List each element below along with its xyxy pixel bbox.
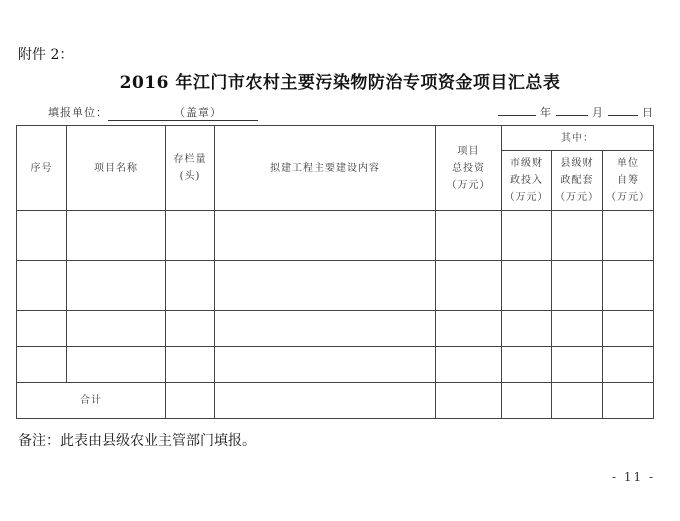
col-total-investment-header: 项目 总投资 （万元）: [436, 126, 502, 211]
attachment-label: 附件 2：: [18, 47, 74, 63]
table-cell[interactable]: [17, 211, 67, 261]
reporting-unit-blank: [108, 104, 258, 121]
table-cell[interactable]: [502, 261, 552, 311]
page-title: 2016 年江门市农村主要污染物防治专项资金项目汇总表: [119, 73, 561, 93]
table-cell[interactable]: [166, 261, 215, 311]
total-label: 合计: [17, 383, 166, 419]
table-cell[interactable]: [552, 347, 603, 383]
day-blank: [608, 115, 638, 116]
col-city-fund-header: 市级财 政投入 （万元）: [502, 151, 552, 211]
col-self-fund-header: 单位 自筹 （万元）: [603, 151, 654, 211]
table-cell[interactable]: [166, 347, 215, 383]
table-row: [17, 311, 654, 347]
seal-hint: （盖章）: [174, 106, 222, 119]
table-cell[interactable]: [67, 261, 166, 311]
col-county-fund-header: 县级财 政配套 （万元）: [552, 151, 603, 211]
table-cell[interactable]: [436, 211, 502, 261]
month-label: 月: [592, 106, 604, 119]
year-label: 年: [540, 106, 552, 119]
table-cell[interactable]: [215, 261, 436, 311]
table-row: [17, 261, 654, 311]
page-number: - 11 -: [612, 470, 656, 484]
table-cell[interactable]: [215, 211, 436, 261]
col-livestock-header: 存栏量 (头): [166, 126, 215, 211]
table-cell[interactable]: [552, 311, 603, 347]
table-cell[interactable]: [502, 347, 552, 383]
table-cell[interactable]: [166, 211, 215, 261]
table-cell[interactable]: [502, 211, 552, 261]
reporting-unit-line: [48, 104, 258, 121]
col-project-name-header: 项目名称: [67, 126, 166, 211]
reporting-unit-label: 填报单位：: [48, 106, 108, 119]
table-cell[interactable]: [552, 383, 603, 419]
table-cell[interactable]: [603, 261, 654, 311]
footnote: 备注：此表由县级农业主管部门填报。: [18, 433, 256, 449]
table-cell[interactable]: [603, 347, 654, 383]
table-cell[interactable]: [603, 383, 654, 419]
table-cell[interactable]: [436, 383, 502, 419]
table-row: [17, 211, 654, 261]
table-cell[interactable]: [603, 211, 654, 261]
date-line: [498, 104, 658, 120]
table-cell[interactable]: [215, 311, 436, 347]
table-cell[interactable]: [436, 347, 502, 383]
col-content-header: 拟建工程主要建设内容: [215, 126, 436, 211]
table-cell[interactable]: [502, 383, 552, 419]
table-cell[interactable]: [436, 261, 502, 311]
year-blank: [498, 115, 536, 116]
table-cell[interactable]: [67, 347, 166, 383]
table-cell[interactable]: [166, 311, 215, 347]
table-cell[interactable]: [215, 383, 436, 419]
table-cell[interactable]: [166, 383, 215, 419]
table-cell[interactable]: [215, 347, 436, 383]
table-cell[interactable]: [17, 261, 67, 311]
table-cell[interactable]: [67, 211, 166, 261]
table-cell[interactable]: [17, 347, 67, 383]
table-cell[interactable]: [436, 311, 502, 347]
col-group-header: 其中：: [502, 126, 654, 151]
table-cell[interactable]: [67, 311, 166, 347]
table-cell[interactable]: [603, 311, 654, 347]
col-serial-header: 序号: [17, 126, 67, 211]
table-cell[interactable]: [17, 311, 67, 347]
day-label: 日: [642, 106, 654, 119]
month-blank: [556, 115, 588, 116]
table-row: [17, 347, 654, 383]
table-cell[interactable]: [552, 211, 603, 261]
table-cell[interactable]: [552, 261, 603, 311]
total-row: [17, 383, 654, 419]
table-cell[interactable]: [502, 311, 552, 347]
summary-table: [16, 125, 654, 419]
